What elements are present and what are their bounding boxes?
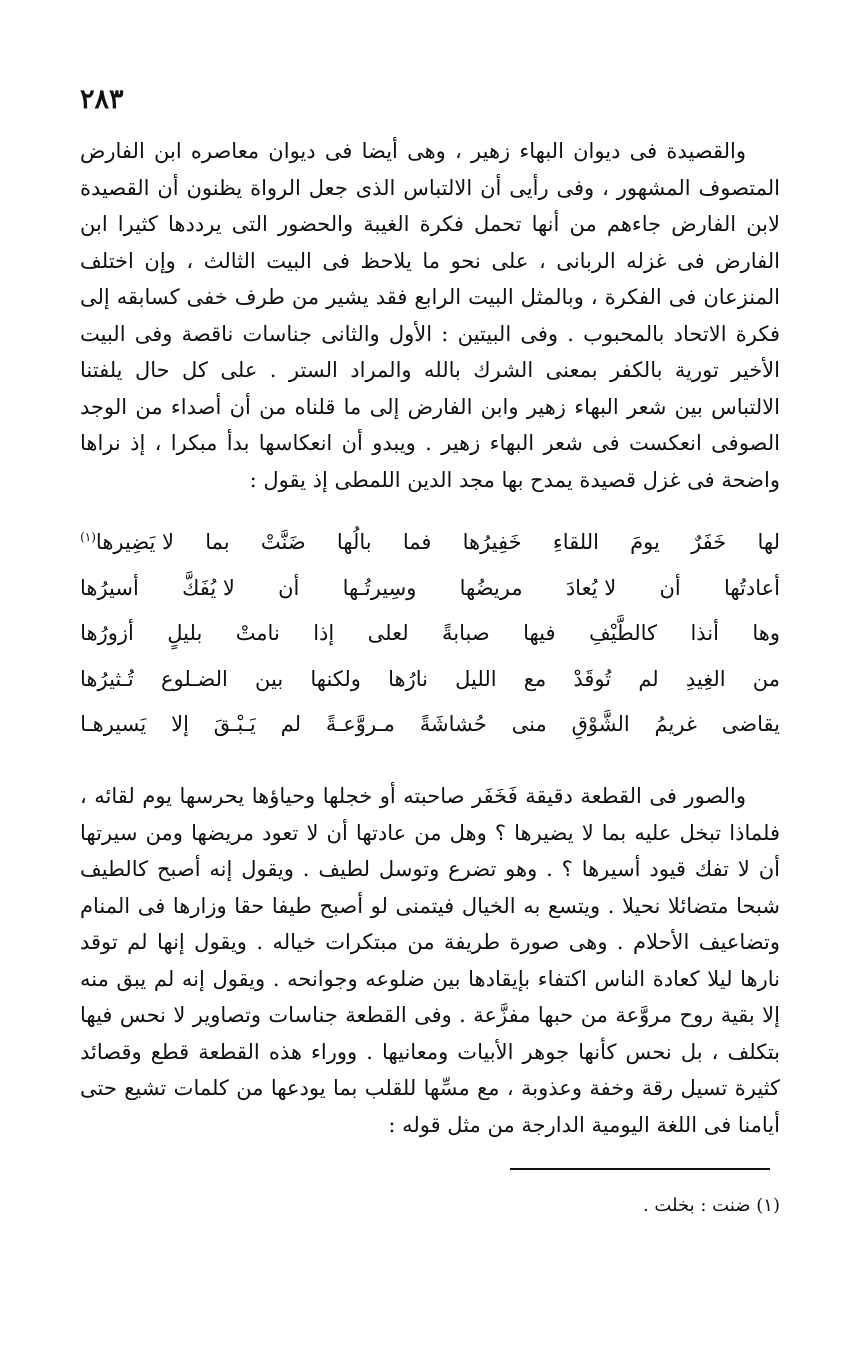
poem-word: صبابةً bbox=[442, 621, 490, 646]
poem-word: فما bbox=[402, 530, 432, 554]
poem-word-with-footnote bbox=[80, 520, 174, 566]
poem-word: لا يَضِيرها bbox=[95, 530, 175, 554]
poem-word: من bbox=[752, 666, 780, 691]
poem-word: مريضُها bbox=[459, 575, 523, 600]
poem-word: كالطَّيْفِ bbox=[588, 621, 658, 646]
poem-word: يَسيرهـا bbox=[80, 712, 147, 737]
poem-word: منى bbox=[511, 712, 547, 737]
poem-word: تُوقَدْ bbox=[573, 666, 612, 691]
poem-word: لا يُعادَ bbox=[565, 575, 617, 600]
poem-word: لعلى bbox=[367, 621, 409, 646]
poem-word: الغِيدِ bbox=[685, 666, 726, 691]
commentary-paragraph-block bbox=[80, 778, 780, 1143]
poem-word: غريمُ bbox=[654, 712, 697, 737]
poem-verse-1 bbox=[80, 520, 780, 566]
footnote-marker: (١) bbox=[80, 530, 96, 544]
poem-word: أن bbox=[278, 575, 300, 600]
poem-verse-3 bbox=[80, 611, 780, 657]
poem-word: مع bbox=[523, 666, 547, 691]
poem-block bbox=[80, 520, 780, 748]
poem-word: نارُها bbox=[388, 666, 428, 691]
poem-word: وسِيرتُـها bbox=[342, 575, 417, 600]
poem-word: خَفَرٌ bbox=[691, 530, 727, 554]
poem-word: وها bbox=[752, 621, 780, 646]
footnote-divider bbox=[510, 1168, 770, 1170]
poem-word: الشَّوْقِ bbox=[571, 712, 630, 737]
poem-word: لها bbox=[757, 530, 780, 554]
poem-verse-5 bbox=[80, 702, 780, 748]
poem-word: ضَنَّتْ bbox=[260, 530, 306, 554]
poem-word: لم bbox=[280, 712, 301, 737]
poem-word: أزورُها bbox=[80, 621, 134, 646]
poem-word: لا يُفَكَّ bbox=[182, 575, 235, 600]
poem-word: مـروَّعـةً bbox=[325, 712, 395, 737]
poem-verse-4 bbox=[80, 657, 780, 703]
commentary-paragraph: والصور فى القطعة دقيقة فَخَفَر صاحبته أو خجلها وحياؤها يحرسها يوم لقائه ، فلماذا تبخل عليه بما لا يضيرها ؟ وهل من عادتها أن لا تعود مريضها ومن سيرتها أن لا تفك قيود أسيرها ؟ . وهو تضرع وتوسل لطيف . ويقول إنه أصبح كالطيف شبحا متضائلا نحيلا . ويتسع به الخيال فيتمنى لو أصبح طيفا حقا وزارها فى المنام وتضاعيف الأحلام . وهى صورة طريفة من مبتكرات خياله . ويقول إنها لم توقد نارها ليلا كعادة الناس اكتفاء بإيقادها بين ضلوعه وجوانحه . ويقول إنه لم يبق منه إلا بقية روح مروَّعة من حبها مفزَّعة . وفى القطعة جناسات وتصاوير لا نحس فيها بتكلف ، بل نحس كأنها جوهر الأبيات ومعانيها . ووراء هذه القطعة قطع وقصائد كثيرة تسيل رقة وخفة وعذوبة ، مع مسِّها للقلب بما يودعها من كلمات تشيع حتى أيامنا فى اللغة اليومية الدارجة من مثل قوله : bbox=[80, 784, 780, 1137]
poem-word: إذا bbox=[313, 621, 335, 646]
poem-word: بما bbox=[205, 530, 230, 554]
poem-word: أعادتُها bbox=[723, 575, 780, 600]
poem-word: خَفِيرُها bbox=[462, 530, 522, 554]
poem-word: الضـلوع bbox=[160, 666, 228, 691]
poem-word: أن bbox=[659, 575, 681, 600]
poem-word: يقاضى bbox=[721, 712, 780, 737]
poem-word: اللقاءِ bbox=[552, 530, 599, 554]
poem-word: نامتْ bbox=[235, 621, 280, 646]
poem-word: بالُها bbox=[336, 530, 372, 554]
poem-word: فيها bbox=[523, 621, 556, 646]
poem-word: حُشاشَةً bbox=[419, 712, 487, 737]
poem-word: يَـبْـقَ bbox=[213, 712, 256, 737]
poem-word: لم bbox=[638, 666, 659, 691]
footnote: (١) ضنت : بخلت . bbox=[642, 1195, 780, 1216]
intro-paragraph: والقصيدة فى ديوان البهاء زهير ، وهى أيضا فى ديوان معاصره ابن الفارض المتصوف المشهور ، وفى رأيى أن الالتباس الذى جعل الرواة يظنون أن القصيدة لابن الفارض جاءهم من أنها تحمل فكرة الغيبة والحضور التى يرددها كثيرا ابن الفارض فى غزله الربانى ، على نحو ما يلاحظ فى البيت الثالث ، وإن اختلف المنزعان فى الفكرة ، وبالمثل البيت الرابع فقد يشير من طرف خفى كسابقه إلى فكرة الاتحاد بالمحبوب . وفى البيتين : الأول والثانى جناسات ناقصة وفى البيت الأخير تورية بالكفر بمعنى الشرك بالله والمراد الستر . على كل حال يلفتنا الالتباس بين شعر البهاء زهير وابن الفارض إلى ما قلناه من أن أصداء من الوجد الصوفى انعكست فى شعر البهاء زهير . ويبدو أن انعكاسها بدأ مبكرا ، إذ نراها واضحة فى غزل قصيدة يمدح بها مجد الدين اللمطى إذ يقول : bbox=[80, 139, 780, 492]
poem-word: بين bbox=[255, 666, 284, 691]
poem-word: تُـثيرُها bbox=[80, 666, 134, 691]
poem-word: ولكنها bbox=[310, 666, 361, 691]
poem-verse-2 bbox=[80, 566, 780, 612]
poem-word: إلا bbox=[171, 712, 189, 737]
poem-word: أسيرُها bbox=[80, 575, 139, 600]
poem-word: أنذا bbox=[690, 621, 719, 646]
page-number: ٢٨٣ bbox=[80, 84, 124, 115]
poem-word: بليلٍ bbox=[167, 621, 203, 646]
intro-paragraph-block bbox=[80, 133, 780, 498]
poem-word: الليل bbox=[455, 666, 497, 691]
poem-word: يومَ bbox=[630, 530, 660, 554]
